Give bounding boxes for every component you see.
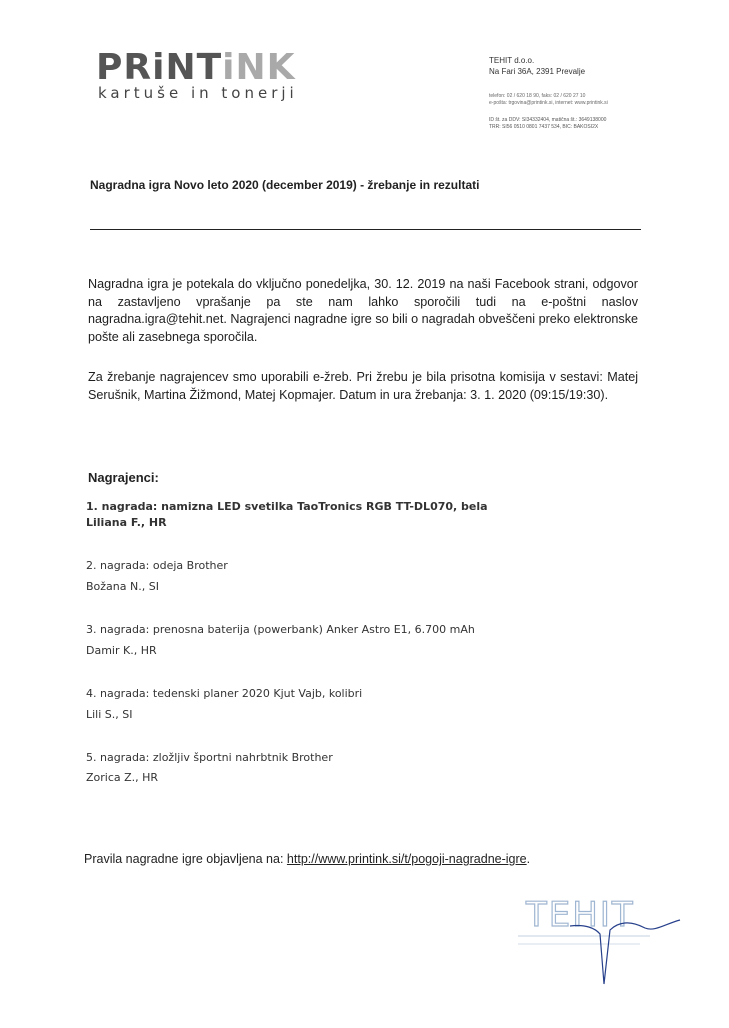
prize-2: 2. nagrada: odeja Brother	[86, 559, 228, 572]
winner-5: Zorica Z., HR	[86, 771, 159, 784]
winners-heading: Nagrajenci:	[88, 470, 159, 485]
logo-tagline: kartuše in tonerji	[98, 84, 298, 102]
prize-5: 5. nagrada: zložljiv športni nahrbtnik Brother	[86, 751, 333, 764]
company-name: TEHIT d.o.o.	[489, 56, 535, 65]
stamp-graphic	[500, 884, 700, 994]
rules-text: Pravila nagradne igre objavljena na:	[84, 852, 287, 866]
company-contact-phone: telefon: 02 / 620 18 90, faks: 02 / 620 27 10	[489, 93, 586, 99]
company-stamp-signature	[500, 884, 700, 999]
company-address: Na Fari 36A, 2391 Prevalje	[489, 67, 586, 76]
logo-text-light: iNK	[222, 47, 296, 88]
winner-1: Liliana F., HR	[86, 516, 167, 529]
document-title: Nagradna igra Novo leto 2020 (december 2019) - žrebanje in rezultati	[90, 178, 480, 192]
intro-paragraph: Nagradna igra je potekala do vključno ponedeljka, 30. 12. 2019 na naši Facebook strani, odgovor na zastavljeno vprašanje pa ste nam lahko sporočili tudi na e-poštni naslov nagradna.igra@tehit.net. Nagrajenci nagradne igre so bili o nagradah obveščeni preko elektronske pošte ali zasebnega sporočila.	[88, 277, 638, 344]
winner-2: Božana N., SI	[86, 580, 159, 593]
stamp-text: TEHIT	[526, 895, 635, 935]
prize-1: 1. nagrada: namizna LED svetilka TaoTronics RGB TT-DL070, bela	[86, 500, 488, 513]
title-divider	[90, 229, 641, 230]
winner-3: Damir K., HR	[86, 644, 157, 657]
company-tax-id: ID št. za DDV: SI34332404, matična št.: 3649138000	[489, 117, 607, 123]
prize-3: 3. nagrada: prenosna baterija (powerbank) Anker Astro E1, 6.700 mAh	[86, 623, 475, 636]
logo-text-dark: PRiNT	[96, 47, 223, 88]
rules-link[interactable]: http://www.printink.si/t/pogoji-nagradne-igre	[286, 852, 527, 866]
rules-line	[84, 852, 530, 866]
prize-4: 4. nagrada: tedenski planer 2020 Kjut Vajb, kolibri	[86, 687, 363, 700]
company-contact-email: e-pošta: trgovina@printink.si, internet: www.printink.si	[489, 100, 608, 106]
company-bank-account: TRR: SI56 0510 0801 7437 534, BIC: BAKOSI2X	[489, 124, 599, 130]
draw-paragraph: Za žrebanje nagrajencev smo uporabili e-žreb. Pri žrebu je bila prisotna komisija v sestavi: Matej Serušnik, Martina Žižmond, Matej Kopmajer. Datum in ura žrebanja: 3. 1. 2020 (09:15/19:30).	[88, 370, 638, 402]
rules-end: .	[526, 852, 531, 866]
company-logo	[96, 48, 296, 88]
winner-4: Lili S., SI	[86, 708, 133, 721]
